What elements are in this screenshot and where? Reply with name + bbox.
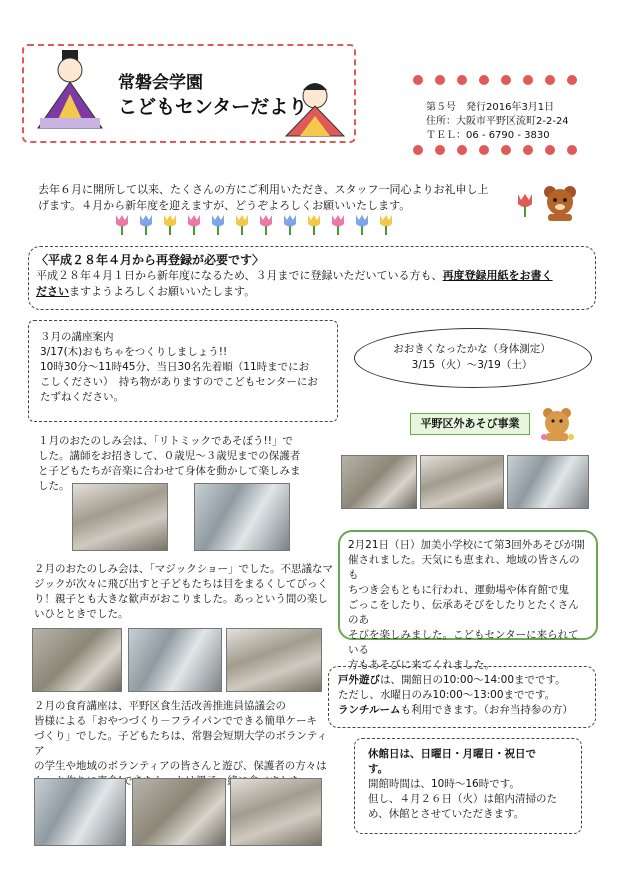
february-food-text [34,699,334,789]
february-show-line: ジックが次々に飛び出すと子どもたちは目をまるくしてびっく [34,578,328,590]
february-food-photo-3 [230,778,322,846]
february-food-line: づくり」でした。子どもたちは、常磐会短期大学のボランティア [34,730,328,757]
outdoor-report-line: 催されました。天気にも恵まれ、地域の皆さんのも [348,554,580,581]
measurement-text [354,341,590,373]
lecture-text [40,330,332,405]
lecture-line: こしください） 持ち物がありますのでこどもセンターにお [40,376,318,388]
newsletter-title: こどもセンターだより [118,96,308,118]
february-show-photo-2 [128,628,222,692]
hours-text [338,673,590,718]
registration-line [36,268,590,284]
february-show-photo-3 [226,628,322,692]
hours-line [338,703,590,718]
february-show-text [34,562,334,622]
lecture-title: ３月の講座案内 [40,331,114,343]
measurement-title: おおきくなったかな（身体測定） [393,343,551,355]
issue-tel: ＴＥＬ：06 - 6790 - 3830 [426,130,550,141]
outdoor-report-line: ちつき会もともに行われ、運動場や体育館で鬼 [348,584,570,596]
outdoor-photo-2 [420,455,504,509]
february-food-line: ２月の食育講座は、平野区食生活改善推進員協議会の [34,700,286,712]
registration-text [36,252,590,300]
february-show-line: いひとときでした。 [34,608,129,620]
february-food-photo-2 [132,778,226,846]
february-food-photo-1 [34,778,126,846]
january-line: した。 [38,480,70,492]
hina-doll-emperor-icon [30,48,110,134]
registration-text-part: ますようよろしくお願いいたします。 [69,285,256,298]
outdoor-play-label: 平野区外あそび事業 [410,413,530,435]
closed-days-line: 開館時間は、10時～16時です。 [368,778,520,790]
february-show-line: り！親子とも大きな歓声がおこりました。あっという間の楽し [34,593,328,605]
bear-with-flowers-icon [538,405,578,443]
intro-text [38,182,538,214]
registration-text-part: 平成２８年４月１日から新年度になるため、３月までに登録いただいている方も、 [36,269,443,282]
hours-text-part: も利用できます。（お弁当持参の方） [400,704,573,716]
bear-icon [540,182,580,222]
hours-text-part: は、開館日の10:00～14:00までです。 [380,674,566,686]
hours-line: ただし、水曜日のみ10:00～13:00までです。 [338,689,556,701]
closed-days-line: め、休館とさせていただきます。 [368,808,525,820]
tulip-row-icon [112,213,402,237]
issue-number: 第５号 発行2016年3月1日 [426,102,555,113]
outdoor-photo-1 [341,455,417,509]
outdoor-photo-3 [507,455,589,509]
lecture-line: たずねください。 [40,391,124,403]
january-line: と子どもたちが音楽に合わせて身体を動かして楽しみま [38,465,301,477]
registration-emphasis: ださい [36,285,69,298]
tulip-icon [512,190,538,218]
outdoor-report-line: 方もあそびに来てくれました。 [348,659,495,671]
outdoor-report-line: 2月21日（日）加美小学校にて第3回外あそびが開 [348,539,585,551]
registration-emphasis: 再度登録用紙をお書く [442,269,553,282]
registration-title: 〈平成２８年４月から再登録が必要です〉 [36,253,265,267]
registration-line [36,284,590,300]
measurement-dates: 3/15（火）～3/19（土） [411,359,533,371]
outdoor-report-line: ごっこをしたり、伝承あそびをしたりとたくさんのあ [348,599,579,626]
january-line: した。講師をお招きして、０歳児～３歳児までの保護者 [38,450,301,462]
hours-emphasis: 戸外遊び [338,674,380,686]
intro-line: 去年６月に開所して以来、たくさんの方にご利用いただき、スタッフ一同心よりお礼申し上 [38,183,489,196]
intro-line: げます。４月から新年度を迎えますが、どうぞよろしくお願いいたします。 [38,199,411,212]
february-food-line: の学生や地域のボランティアの皆さんと遊び、保護者の方々は [34,760,327,772]
lecture-line: 3/17(木)おもちゃをつくりしましょう!! [40,346,228,358]
february-food-line: 皆様による「おやつづくり－フライパンでできる簡単ケーキ [34,715,317,727]
outdoor-report-line: そびを楽しみました。こどもセンターに来られている [348,629,579,656]
lecture-line: 10時30分～11時45分、当日30名先着順（11時までにお [40,361,310,373]
january-line: １月のおたのしみ会は、「リトミックであそぼう!!」で [38,435,293,447]
hours-line [338,673,590,688]
issue-info [426,101,569,143]
closed-days-line: す。 [368,763,389,775]
hours-emphasis: ランチルーム [338,704,401,716]
february-show-line: ２月のおたのしみ会は、「マジックショー」でした。不思議なマ [34,563,334,575]
closed-days-line: 休館日は、日曜日・月曜日・祝日で [368,748,536,760]
outdoor-report-text [348,538,588,673]
closed-days-text [368,747,576,822]
closed-days-line: 但し、４月２６日（火）は館内清掃のた [368,793,557,805]
january-photo-2 [194,483,290,551]
january-photo-1 [72,483,168,551]
february-show-photo-1 [32,628,122,692]
issue-address: 住所：大阪市平野区流町2-2-24 [426,116,569,127]
org-name: 常磐会学園 [118,73,203,93]
